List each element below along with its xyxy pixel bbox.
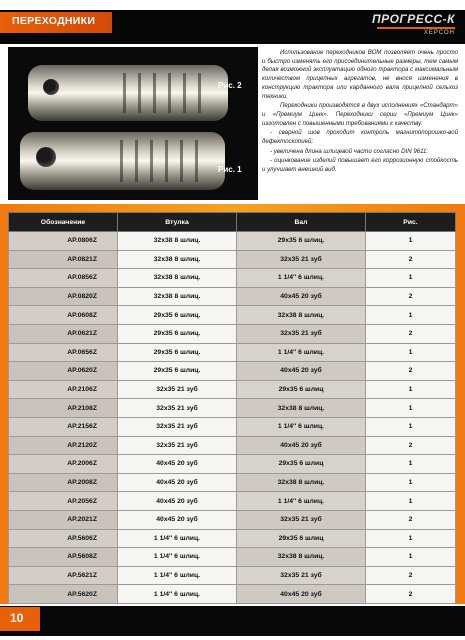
cell-sleeve: 1 1/4'' 6 шлиц. <box>118 585 237 604</box>
cell-figure: 1 <box>366 529 456 548</box>
table-row <box>9 492 456 511</box>
cell-figure: 1 <box>366 399 456 418</box>
brand-underline <box>377 27 455 29</box>
cell-sleeve: 32x38 8 шлиц. <box>118 232 237 251</box>
cell-shaft: 32x38 8 шлиц. <box>237 473 366 492</box>
cell-shaft: 1 1/4'' 6 шлиц. <box>237 343 366 362</box>
cell-shaft: 40x45 20 зуб <box>237 287 366 306</box>
cell-shaft: 32x35 21 зуб <box>237 566 366 585</box>
col-header-shaft: Вал <box>237 213 366 232</box>
intro-list-item: - сварной шов проходит контроль магнитопорошко-вой дефектоскопией; <box>262 129 458 146</box>
table-row <box>9 380 456 399</box>
table-row <box>9 510 456 529</box>
cell-sleeve: 1 1/4'' 6 шлиц. <box>118 566 237 585</box>
cell-figure: 2 <box>366 362 456 381</box>
figure-label-2: Рис. 2 <box>218 81 242 90</box>
cell-sleeve: 1 1/4'' 6 шлиц. <box>118 529 237 548</box>
table-row <box>9 566 456 585</box>
cell-figure: 1 <box>366 232 456 251</box>
cell-shaft: 40x45 20 зуб <box>237 436 366 455</box>
section-title: ПЕРЕХОДНИКИ <box>12 15 96 27</box>
cell-shaft: 29x35 6 шлиц <box>237 455 366 474</box>
cell-sleeve: 29x35 6 шлиц. <box>118 306 237 325</box>
cell-figure: 2 <box>366 566 456 585</box>
cell-figure: 1 <box>366 492 456 511</box>
cell-shaft: 40x45 20 зуб <box>237 585 366 604</box>
cell-shaft: 32x35 21 зуб <box>237 250 366 269</box>
cell-figure: 1 <box>366 343 456 362</box>
table-row <box>9 399 456 418</box>
product-photo <box>8 47 258 200</box>
cell-designation: AP.5608Z <box>9 548 118 567</box>
cell-figure: 2 <box>366 287 456 306</box>
cell-sleeve: 29x35 6 шлиц. <box>118 324 237 343</box>
table-row <box>9 232 456 251</box>
cell-figure: 2 <box>366 510 456 529</box>
cell-sleeve: 29x35 6 шлиц. <box>118 343 237 362</box>
adapters-table <box>8 212 456 604</box>
footer-bar <box>0 606 465 636</box>
cell-designation: AP.0656Z <box>9 343 118 362</box>
cell-shaft: 32x38 8 шлиц. <box>237 306 366 325</box>
cell-designation: AP.2021Z <box>9 510 118 529</box>
cell-sleeve: 32x35 21 зуб <box>118 380 237 399</box>
brand-city: ХЕРСОН <box>423 30 455 36</box>
cell-sleeve: 32x35 21 зуб <box>118 417 237 436</box>
cell-figure: 1 <box>366 473 456 492</box>
bolt-hole-top <box>43 79 59 95</box>
cell-sleeve: 32x38 8 шлиц. <box>118 269 237 288</box>
cell-figure: 2 <box>366 436 456 455</box>
cell-designation: AP.2108Z <box>9 399 118 418</box>
bolt-hole-bottom <box>36 147 56 167</box>
cell-designation: AP.0620Z <box>9 362 118 381</box>
cell-designation: AP.2120Z <box>9 436 118 455</box>
col-header-designation: Обозначение <box>9 213 118 232</box>
cell-sleeve: 32x35 21 зуб <box>118 436 237 455</box>
brand-logo <box>372 12 455 36</box>
cell-shaft: 1 1/4'' 6 шлиц. <box>237 492 366 511</box>
table-row <box>9 529 456 548</box>
cell-sleeve: 40x45 20 зуб <box>118 492 237 511</box>
intro-list-item: - оцинкование изделий повышает его коррозионную стойкость и улучшает внешний вид. <box>262 157 458 174</box>
cell-shaft: 29x35 6 шлиц <box>237 380 366 399</box>
intro-paragraph-1: Использование переходников ВОМ позволяет очень просто и быстро изменять его присоединительные размеры, тем самым делая возможной эксплуатацию одного трактора с максимальным количеством прицепных агрегатов, не внося изменения в конструкцию трактора или карданного вала прицепной сельхоз техники. <box>262 49 458 100</box>
cell-designation: AP.5606Z <box>9 529 118 548</box>
cell-figure: 1 <box>366 455 456 474</box>
table-row <box>9 362 456 381</box>
intro-list-item: - увеличена длина шлицевой части согласно DIN 9611; <box>270 147 429 155</box>
cell-shaft: 1 1/4'' 6 шлиц. <box>237 269 366 288</box>
cell-designation: AP.0856Z <box>9 269 118 288</box>
cell-sleeve: 32x35 21 зуб <box>118 399 237 418</box>
cell-sleeve: 32x38 8 шлиц. <box>118 250 237 269</box>
cell-shaft: 32x35 21 зуб <box>237 324 366 343</box>
intro-text <box>262 49 458 176</box>
table-row <box>9 287 456 306</box>
cell-designation: AP.5620Z <box>9 585 118 604</box>
table-header-row <box>9 213 456 232</box>
cell-shaft: 29x35 6 шлиц <box>237 529 366 548</box>
cell-figure: 1 <box>366 306 456 325</box>
table-row <box>9 324 456 343</box>
cell-shaft: 32x38 8 шлиц. <box>237 548 366 567</box>
table-row <box>9 436 456 455</box>
cell-sleeve: 29x35 6 шлиц. <box>118 362 237 381</box>
cell-shaft: 40x45 20 зуб <box>237 362 366 381</box>
cell-designation: AP.5621Z <box>9 566 118 585</box>
table-row <box>9 473 456 492</box>
cell-designation: AP.0806Z <box>9 232 118 251</box>
cell-shaft: 1 1/4'' 6 шлиц. <box>237 417 366 436</box>
col-header-figure: Рис. <box>366 213 456 232</box>
page-number: 10 <box>10 611 24 625</box>
table-row <box>9 585 456 604</box>
table-row <box>9 417 456 436</box>
brand-name: ПРОГРЕСС-К <box>371 12 455 26</box>
cell-figure: 1 <box>366 380 456 399</box>
cell-designation: AP.0608Z <box>9 306 118 325</box>
figure-label-1: Рис. 1 <box>218 165 242 174</box>
table-row <box>9 250 456 269</box>
cell-figure: 1 <box>366 269 456 288</box>
col-header-sleeve: Втулка <box>118 213 237 232</box>
cell-shaft: 29x35 6 шлиц. <box>237 232 366 251</box>
cell-designation: AP.2006Z <box>9 455 118 474</box>
adapter-image-top <box>28 65 228 121</box>
cell-shaft: 32x35 21 зуб <box>237 510 366 529</box>
table-row <box>9 548 456 567</box>
cell-designation: AP.0621Z <box>9 324 118 343</box>
table-row <box>9 306 456 325</box>
cell-figure: 2 <box>366 585 456 604</box>
cell-sleeve: 1 1/4'' 6 шлиц. <box>118 548 237 567</box>
table-panel <box>0 204 465 604</box>
cell-sleeve: 40x45 20 зуб <box>118 455 237 474</box>
cell-figure: 1 <box>366 548 456 567</box>
cell-sleeve: 40x45 20 зуб <box>118 510 237 529</box>
cell-shaft: 32x38 8 шлиц. <box>237 399 366 418</box>
table-row <box>9 455 456 474</box>
cell-designation: AP.2008Z <box>9 473 118 492</box>
cell-designation: AP.0820Z <box>9 287 118 306</box>
cell-designation: AP.2056Z <box>9 492 118 511</box>
cell-designation: AP.2156Z <box>9 417 118 436</box>
table-row <box>9 269 456 288</box>
table-row <box>9 343 456 362</box>
cell-sleeve: 40x45 20 зуб <box>118 473 237 492</box>
cell-figure: 2 <box>366 250 456 269</box>
cell-sleeve: 32x38 8 шлиц. <box>118 287 237 306</box>
intro-paragraph-2: Переходники производятся в двух исполнениях «Стандарт» и «Премиум Цинк». Переходники серии «Премиум Цинк» изготовлен с повышенными требованиями к качеству: <box>262 102 458 127</box>
cell-designation: AP.2106Z <box>9 380 118 399</box>
cell-figure: 2 <box>366 324 456 343</box>
cell-designation: AP.0821Z <box>9 250 118 269</box>
cell-figure: 1 <box>366 417 456 436</box>
